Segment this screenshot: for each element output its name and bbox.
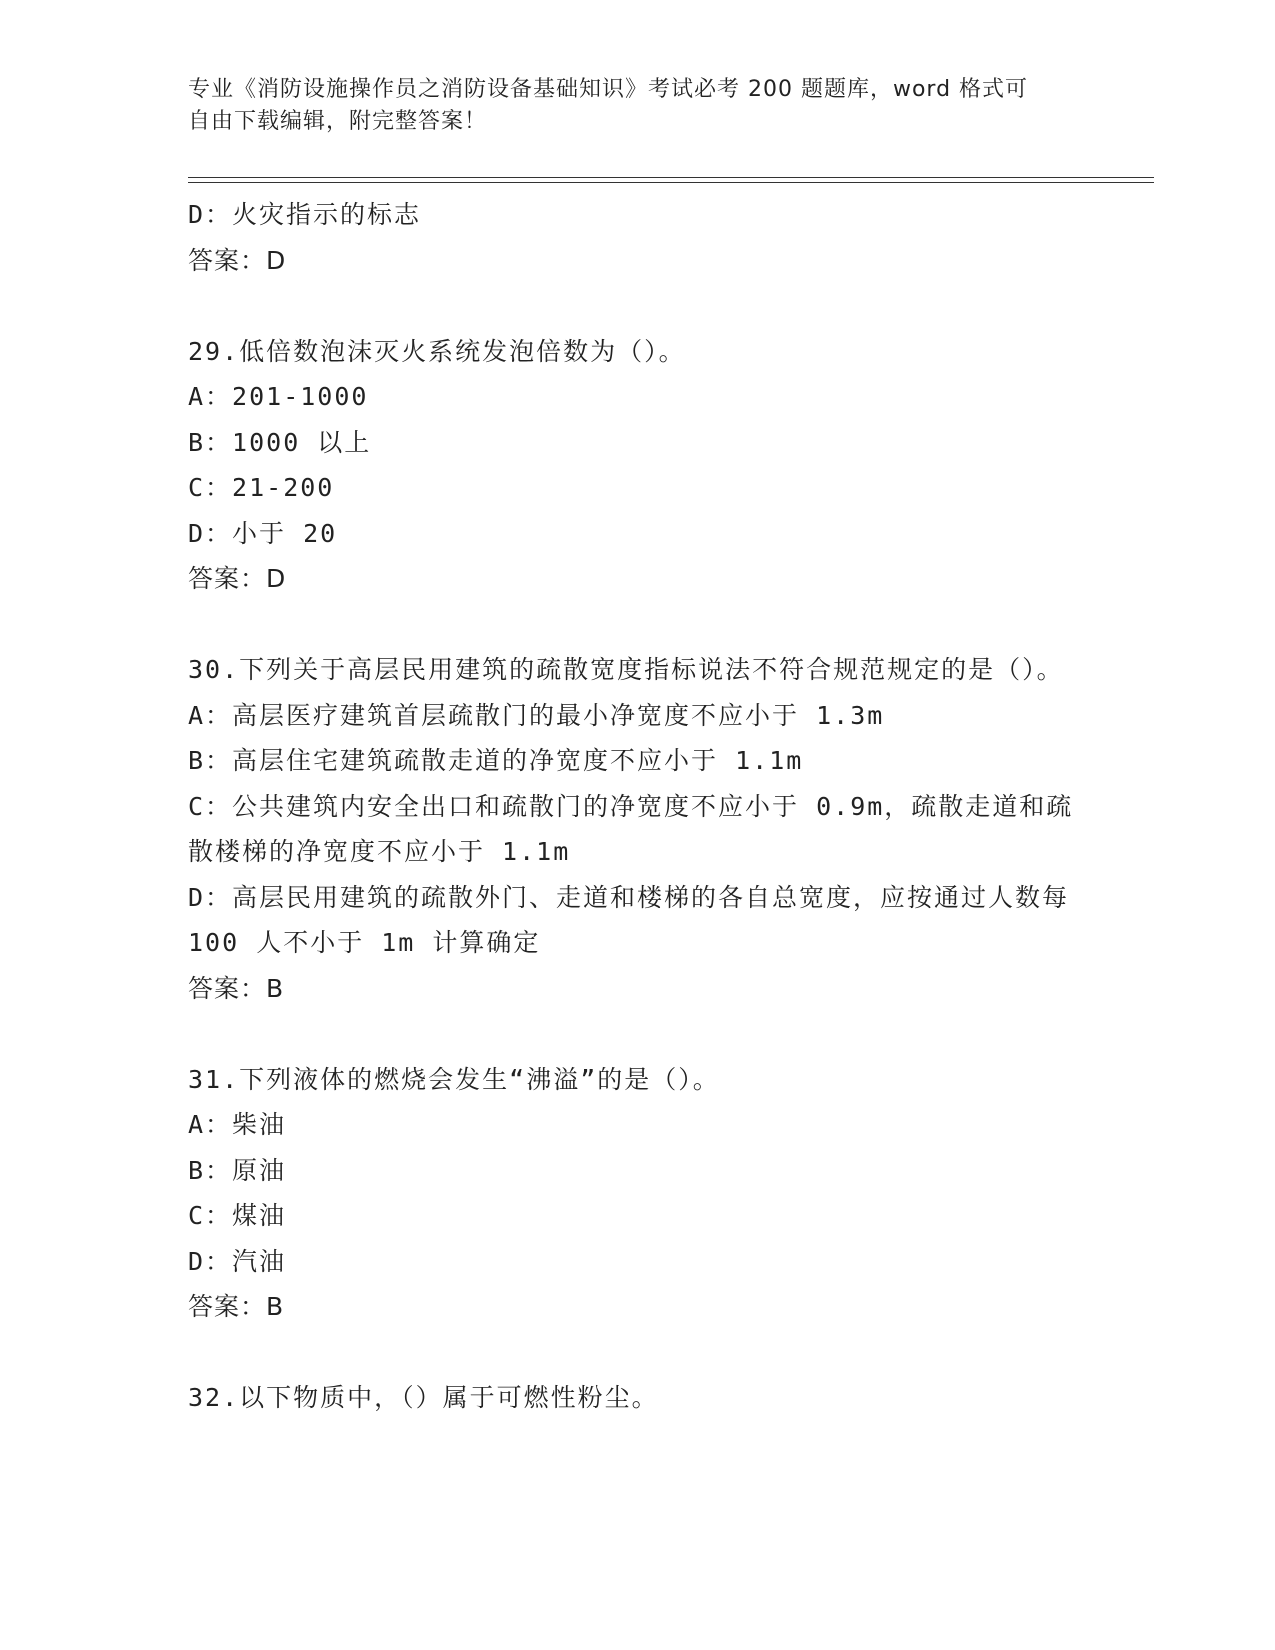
spacer [188,602,1088,648]
option-d: D：火灾指示的标志 [188,200,422,229]
question-list [188,192,1088,1421]
option-b: B：高层住宅建筑疏散走道的净宽度不应小于 1.1m [188,746,804,775]
question-block-32 [188,1375,1088,1421]
option-a: A：201-1000 [188,382,369,411]
header-divider-top [188,177,1154,178]
header-divider-bottom [188,182,1154,183]
option-b: B：原油 [188,1155,287,1185]
option-a: A：高层医疗建筑首层疏散门的最小净宽度不应小于 1.3m [188,700,885,730]
spacer [188,1011,1088,1057]
question-block-30 [188,647,1088,1011]
question-stem: 31.下列液体的燃烧会发生“沸溢”的是（）。 [188,1064,720,1094]
option-c: C：公共建筑内安全出口和疏散门的净宽度不应小于 0.9m，疏散走道和疏散楼梯的净宽度不应小于 1.1m [188,791,1074,866]
option-c: C：煤油 [188,1201,287,1230]
question-stem: 29.低倍数泡沫灭火系统发泡倍数为（）。 [188,336,686,366]
question-stem: 32.以下物质中，（）属于可燃性粉尘。 [188,1383,659,1412]
header-line-2: 自由下载编辑，附完整答案！ [188,109,488,134]
question-stem: 30.下列关于高层民用建筑的疏散宽度指标说法不符合规范规定的是（）。 [188,655,1064,684]
answer: 答案：B [188,973,285,1003]
answer: 答案：B [188,1292,285,1321]
option-d: D：汽油 [188,1246,287,1276]
answer: 答案：D [188,245,287,275]
option-c: C：21-200 [188,473,335,502]
spacer [188,1330,1088,1376]
option-d: D：小于 20 [188,518,338,548]
document-header [188,74,1088,138]
option-a: A：柴油 [188,1110,287,1139]
option-b: B：1000 以上 [188,427,372,457]
question-block-29 [188,329,1088,602]
answer: 答案：D [188,564,287,593]
spacer [188,283,1088,329]
question-block-31 [188,1057,1088,1330]
option-d: D：高层民用建筑的疏散外门、走道和楼梯的各自总宽度，应按通过人数每 100 人不小于 1m 计算确定 [188,882,1070,957]
header-line-1: 专业《消防设施操作员之消防设备基础知识》考试必考 200 题题库，word 格式可 [188,77,1029,102]
question-block-prev [188,192,1088,283]
